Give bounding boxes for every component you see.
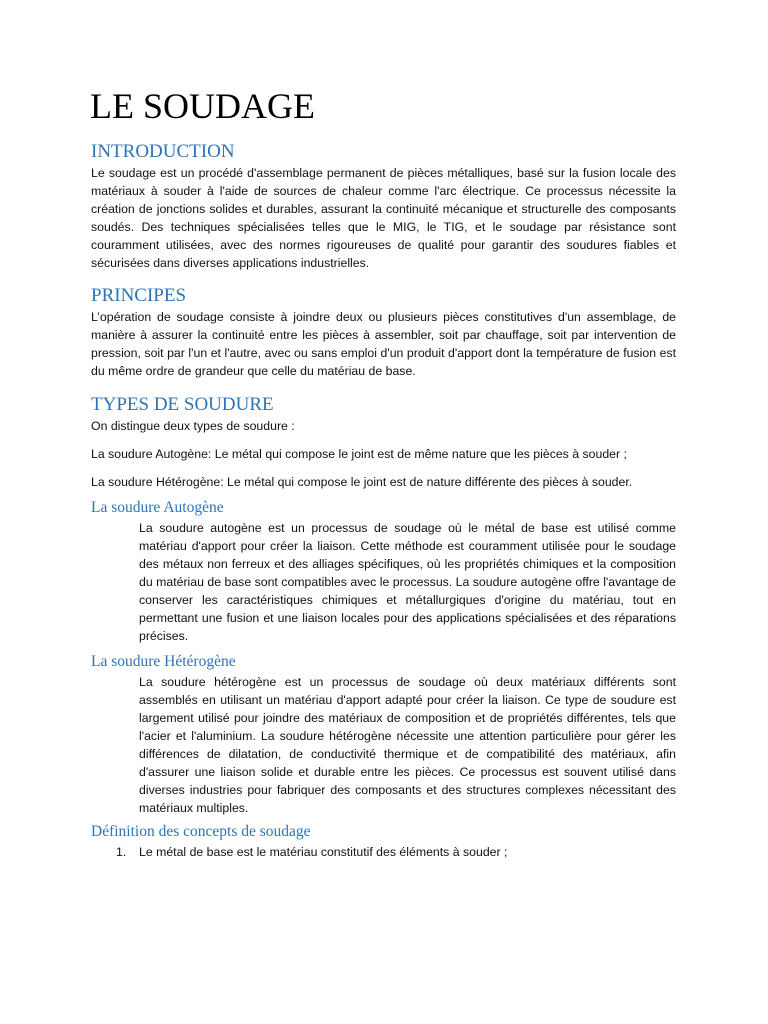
list-item-text: Le métal de base est le matériau constitutif des éléments à souder ; <box>139 845 508 859</box>
heterogene-paragraph: La soudure hétérogène est un processus de soudage où deux matériaux différents sont assemblés en utilisant un matériau d'apport adapté pour créer la liaison. Ce type de soudure est largement utilisé pour joindre des matériaux de composition et de propriétés différentes, tels que l'acier et l'aluminium. La soudure hétérogène nécessite une attention particulière pour gérer les différences de dilatation, de conductivité thermique et de compatibilité des matériaux, afin d'assurer une liaison solide et durable entre les pièces. Ce processus est souvent utilisé dans diverses industries pour fabriquer des composants et des structures complexes nécessitant des matériaux multiples. <box>139 675 676 815</box>
principes-paragraph: L’opération de soudage consiste à joindre deux ou plusieurs pièces constitutives d'un assemblage, de manière à assurer la continuité entre les pièces à assembler, soit par chauffage, soit par intervention de pression, soit par l'un et l'autre, avec ou sans emploi d'un produit d'apport dont la température de fusion est du même ordre de grandeur que celle du matériau de base. <box>91 310 676 378</box>
types-autogene-line-block <box>91 445 676 463</box>
document-title: LE SOUDAGE <box>90 86 315 126</box>
heterogene-heading: La soudure Hétérogène <box>91 653 236 670</box>
types-heterogene-line: La soudure Hétérogène: Le métal qui compose le joint est de nature différente des pièces à souder. <box>91 475 633 489</box>
principes-section <box>91 308 676 380</box>
introduction-heading: INTRODUCTION <box>91 141 235 162</box>
autogene-section <box>139 519 676 645</box>
autogene-heading: La soudure Autogène <box>91 499 224 516</box>
types-autogene-line: La soudure Autogène: Le métal qui compose le joint est de même nature que les pièces à souder ; <box>91 447 627 461</box>
types-heterogene-line-block <box>91 473 676 491</box>
autogene-paragraph: La soudure autogène est un processus de soudage où le métal de base est utilisé comme matériau d'apport pour créer la liaison. Cette méthode est couramment utilisée pour le soudage des métaux non ferreux et des alliages spécifiques, où les propriétés chimiques et la composition du matériau de base sont compatibles avec le processus. La soudure autogène offre l'avantage de conserver les caractéristiques chimiques et métallurgiques d'origine du matériau, tout en permettant une fusion et une liaison locales pour des applications spécialisées et des réparations précises. <box>139 521 676 643</box>
types-intro-line: On distingue deux types de soudure : <box>91 419 295 433</box>
types-intro <box>91 417 676 435</box>
types-heading: TYPES DE SOUDURE <box>91 394 274 415</box>
principes-heading: PRINCIPES <box>91 285 187 306</box>
heterogene-section <box>139 673 676 817</box>
definitions-heading: Définition des concepts de soudage <box>91 823 311 840</box>
introduction-paragraph: Le soudage est un procédé d'assemblage permanent de pièces métalliques, basé sur la fusion locale des matériaux à souder à l'aide de sources de chaleur comme l'arc électrique. Ce processus nécessite la création de jonctions solides et durables, assurant la continuité mécanique et structurelle des composants soudés. Des techniques spécialisées telles que le MIG, le TIG, et le soudage par résistance sont couramment utilisées, avec des normes rigoureuses de qualité pour garantir des soudures fiables et sécurisées dans diverses applications industrielles. <box>91 166 676 270</box>
introduction-section <box>91 164 676 272</box>
list-item-number: 1. <box>116 845 127 859</box>
